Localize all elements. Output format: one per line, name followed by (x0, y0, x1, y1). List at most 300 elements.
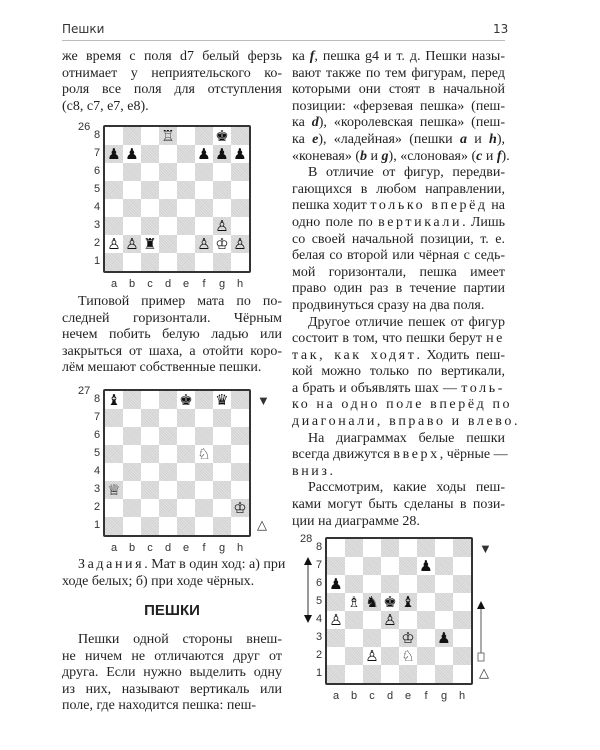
text-run: состоит в том, что пешки берут (292, 331, 487, 347)
black-pawn-icon: ♟ (125, 144, 139, 163)
square-g3 (213, 481, 231, 499)
white-to-move-marker-icon: △ (257, 517, 267, 532)
square-e2 (177, 499, 195, 517)
text-line (292, 348, 505, 365)
text-run: ), (496, 131, 505, 147)
rank-label: 2 (315, 649, 323, 661)
paragraph (292, 480, 505, 530)
file-label: d (164, 542, 172, 554)
square-c4 (363, 611, 381, 629)
square-b2 (123, 499, 141, 517)
square-c2 (141, 235, 159, 253)
text-line (62, 649, 282, 666)
square-f5 (417, 593, 435, 611)
rank-label: 2 (93, 501, 101, 513)
square-d7 (159, 145, 177, 163)
text-run: поле, где находится пешка: пеш- (62, 698, 257, 714)
square-h6 (231, 163, 249, 181)
square-f2 (417, 647, 435, 665)
square-a8 (105, 391, 123, 409)
square-h7 (453, 557, 471, 575)
square-h2 (453, 647, 471, 665)
square-b8 (345, 539, 363, 557)
diagram-number: 28 (300, 533, 313, 545)
square-a1 (105, 253, 123, 271)
square-h2 (231, 235, 249, 253)
rank-label: 3 (93, 483, 101, 495)
white-king-icon: ♔ (233, 498, 247, 517)
square-h3 (231, 217, 249, 235)
square-g7 (435, 557, 453, 575)
text-run: вают также по тем фигурам, перед (292, 65, 505, 81)
square-b4 (123, 463, 141, 481)
square-h7 (231, 409, 249, 427)
square-e3 (399, 629, 417, 647)
square-c3 (363, 629, 381, 647)
white-bishop-icon: ♗ (347, 592, 361, 611)
file-letter-emphasis: f (496, 148, 502, 164)
square-c1 (363, 665, 381, 683)
square-g5 (213, 181, 231, 199)
text-line (62, 344, 282, 361)
square-e6 (177, 427, 195, 445)
white-queen-icon: ♕ (107, 480, 121, 499)
text-run: следней горизонтали. Чёрным (62, 310, 282, 326)
square-e7 (177, 409, 195, 427)
text-run: друга. Если нужно выделить одну (62, 665, 282, 681)
square-c3 (141, 481, 159, 499)
rank-label: 4 (93, 201, 101, 213)
square-c6 (141, 427, 159, 445)
square-b3 (345, 629, 363, 647)
square-e4 (177, 199, 195, 217)
spaced-emphasis: вертикали (378, 214, 463, 230)
pawn-move-arrow-white-icon (475, 601, 487, 665)
paragraph (62, 294, 282, 377)
rank-label: 5 (315, 595, 323, 607)
square-e4 (177, 463, 195, 481)
black-to-move-marker-icon: ▼ (479, 541, 492, 556)
header-rule (62, 40, 505, 41)
chess-board (103, 389, 251, 537)
file-label: c (369, 690, 375, 702)
square-b2 (345, 647, 363, 665)
file-label: a (332, 690, 340, 702)
file-label: h (236, 278, 244, 290)
text-line (62, 99, 282, 116)
text-line (292, 364, 505, 381)
square-g4 (213, 199, 231, 217)
text-line (292, 232, 505, 249)
square-c7 (141, 409, 159, 427)
black-rook-icon: ♜ (143, 234, 157, 253)
black-king-icon: ♚ (179, 390, 193, 409)
text-run: не ничем не отличаются друг от (62, 648, 282, 664)
text-run: ), «королевская пешка» (пеш- (318, 115, 505, 131)
square-a6 (105, 427, 123, 445)
text-run: Другое отличие пешек от фигур (308, 314, 505, 330)
square-c8 (141, 391, 159, 409)
text-run: Типовой пример мата по по- (78, 294, 282, 309)
square-a1 (105, 517, 123, 535)
text-line (292, 464, 505, 481)
square-f4 (417, 611, 435, 629)
square-e5 (177, 445, 195, 463)
black-pawn-icon: ♟ (419, 556, 433, 575)
text-run: «коневая» ( (292, 148, 361, 164)
text-line (62, 360, 282, 377)
white-king-icon: ♔ (401, 628, 415, 647)
square-c2 (141, 499, 159, 517)
square-a5 (105, 181, 123, 199)
square-f7 (417, 557, 435, 575)
square-h7 (231, 145, 249, 163)
square-e6 (399, 575, 417, 593)
text-line (292, 381, 505, 398)
file-letter-emphasis: f (309, 49, 315, 64)
square-a8 (327, 539, 345, 557)
text-line (292, 66, 505, 83)
text-run: пешка ходит (292, 198, 371, 214)
file-label: d (164, 278, 172, 290)
black-pawn-icon: ♟ (233, 144, 247, 163)
square-f3 (417, 629, 435, 647)
square-c8 (363, 539, 381, 557)
square-d7 (381, 557, 399, 575)
square-d2 (159, 235, 177, 253)
rank-label: 1 (315, 667, 323, 679)
square-e7 (177, 145, 195, 163)
text-line (292, 215, 505, 232)
square-c5 (141, 181, 159, 199)
square-f1 (195, 517, 213, 535)
square-e5 (177, 181, 195, 199)
paragraph (62, 49, 282, 115)
text-line (292, 298, 505, 315)
file-label: f (424, 690, 428, 702)
square-g3 (213, 217, 231, 235)
black-bishop-icon: ♝ (107, 390, 121, 409)
file-label: b (350, 690, 358, 702)
black-to-move-marker-icon: ▼ (257, 393, 270, 408)
text-run: . (514, 414, 518, 430)
black-queen-icon: ♛ (215, 390, 229, 409)
rank-label: 7 (93, 411, 101, 423)
rank-label: 5 (93, 447, 101, 459)
file-label: e (182, 542, 190, 554)
square-b3 (123, 217, 141, 235)
square-e1 (177, 517, 195, 535)
text-line (62, 682, 282, 699)
square-b8 (123, 391, 141, 409)
square-g6 (213, 427, 231, 445)
rank-label: 2 (93, 237, 101, 249)
text-line (292, 315, 505, 332)
square-e1 (177, 253, 195, 271)
black-pawn-icon: ♟ (437, 628, 451, 647)
black-bishop-icon: ♝ (401, 592, 415, 611)
white-pawn-icon: ♙ (233, 234, 247, 253)
square-e5 (399, 593, 417, 611)
black-pawn-icon: ♟ (107, 144, 121, 163)
square-c5 (363, 593, 381, 611)
text-run: ходе белых; б) при ходе чёрных. (62, 573, 255, 589)
square-h8 (231, 391, 249, 409)
rank-label: 3 (315, 631, 323, 643)
file-label: f (202, 542, 206, 554)
white-knight-icon: ♘ (197, 444, 211, 463)
page-number: 13 (493, 22, 509, 36)
square-g8 (213, 391, 231, 409)
square-b4 (345, 611, 363, 629)
file-label: g (440, 690, 448, 702)
square-g7 (213, 409, 231, 427)
text-line (292, 397, 513, 414)
text-run: и (466, 131, 490, 147)
chess-board (103, 125, 251, 273)
text-run: . Лишь (462, 214, 505, 230)
rank-label: 6 (93, 165, 101, 177)
square-d6 (159, 427, 177, 445)
file-label: b (128, 278, 136, 290)
square-a4 (105, 199, 123, 217)
rank-label: 8 (93, 129, 101, 141)
rank-label: 4 (315, 613, 323, 625)
square-c5 (141, 445, 159, 463)
square-a8 (105, 127, 123, 145)
square-g5 (213, 445, 231, 463)
file-label: a (110, 542, 118, 554)
square-h4 (453, 611, 471, 629)
rank-label: 7 (93, 147, 101, 159)
spaced-emphasis: ко на одно поле вперёд по (292, 397, 513, 413)
square-h1 (231, 517, 249, 535)
square-g7 (213, 145, 231, 163)
square-c2 (363, 647, 381, 665)
white-pawn-icon: ♙ (125, 234, 139, 253)
square-b7 (123, 409, 141, 427)
text-run: ками могут быть сделаны в пози- (292, 497, 505, 513)
square-f1 (417, 665, 435, 683)
square-h1 (231, 253, 249, 271)
square-f8 (195, 127, 213, 145)
square-f8 (195, 391, 213, 409)
square-b6 (345, 575, 363, 593)
white-pawn-icon: ♙ (107, 234, 121, 253)
text-line (292, 265, 505, 282)
text-line (292, 431, 505, 448)
square-d5 (159, 181, 177, 199)
text-run: право один раз в течение партии (292, 281, 505, 297)
square-e6 (177, 163, 195, 181)
file-label: a (110, 278, 118, 290)
rank-label: 1 (93, 519, 101, 531)
white-rook-icon: ♖ (161, 126, 175, 145)
square-g6 (435, 575, 453, 593)
square-f1 (195, 253, 213, 271)
square-c4 (141, 463, 159, 481)
spaced-emphasis: толь- (461, 380, 505, 396)
square-b1 (345, 665, 363, 683)
text-run: ). (501, 148, 510, 164)
rank-label: 7 (315, 559, 323, 571)
square-a4 (105, 463, 123, 481)
text-run: Рассмотрим, какие ходы пеш- (308, 480, 505, 496)
square-d8 (159, 391, 177, 409)
black-pawn-icon: ♟ (215, 144, 229, 163)
text-line (292, 447, 508, 464)
text-line (292, 198, 505, 215)
square-f6 (195, 427, 213, 445)
square-f2 (195, 235, 213, 253)
file-letter-emphasis: b (360, 148, 368, 164)
white-king-icon: ♔ (215, 234, 229, 253)
text-line (292, 331, 505, 348)
file-label: e (404, 690, 412, 702)
square-d6 (159, 163, 177, 181)
square-h5 (231, 181, 249, 199)
square-f3 (195, 481, 213, 499)
square-f6 (195, 163, 213, 181)
square-g2 (213, 499, 231, 517)
square-g8 (213, 127, 231, 145)
square-b7 (345, 557, 363, 575)
square-h8 (231, 127, 249, 145)
square-a3 (105, 481, 123, 499)
square-f4 (195, 199, 213, 217)
square-b4 (123, 199, 141, 217)
spaced-emphasis: диагонали, вправо и влево (292, 414, 514, 430)
text-run: позиции: «ферзевая пешка» (пеш- (292, 98, 505, 114)
square-e2 (177, 235, 195, 253)
white-knight-icon: ♘ (401, 646, 415, 665)
text-run: ка (292, 115, 312, 131)
square-d8 (381, 539, 399, 557)
square-b5 (123, 445, 141, 463)
square-a2 (327, 647, 345, 665)
text-run: Пешки одной стороны внеш- (78, 632, 282, 647)
text-run: В отличие от фигур, передви- (308, 165, 505, 181)
black-king-icon: ♚ (215, 126, 229, 145)
square-d7 (159, 409, 177, 427)
white-pawn-icon: ♙ (329, 610, 343, 629)
text-run: продвинуться сразу на два поля. (292, 297, 485, 313)
square-b6 (123, 427, 141, 445)
text-line (292, 182, 505, 199)
text-line (292, 480, 505, 497)
rank-label: 8 (93, 393, 101, 405)
rank-label: 4 (93, 465, 101, 477)
square-d8 (159, 127, 177, 145)
square-g5 (435, 593, 453, 611)
file-label: g (218, 278, 226, 290)
text-line (292, 497, 505, 514)
square-a3 (105, 217, 123, 235)
square-b5 (345, 593, 363, 611)
square-e8 (399, 539, 417, 557)
text-run: отнимает у неприятельского ко- (62, 65, 282, 81)
pawn-move-arrow-black-icon (303, 557, 313, 623)
file-letter-emphasis: g (381, 148, 389, 164)
text-line (62, 294, 282, 311)
square-f7 (195, 409, 213, 427)
square-c7 (363, 557, 381, 575)
square-f5 (195, 445, 213, 463)
square-d1 (159, 517, 177, 535)
square-a6 (105, 163, 123, 181)
text-run: которыми они стоят в начальной (292, 82, 505, 98)
square-g2 (213, 235, 231, 253)
square-c3 (141, 217, 159, 235)
square-c8 (141, 127, 159, 145)
text-run: из них, называют вертикаль или (62, 681, 282, 697)
square-a6 (327, 575, 345, 593)
square-d3 (159, 481, 177, 499)
text-run: , чёрные — (439, 447, 508, 463)
square-h6 (453, 575, 471, 593)
square-a2 (105, 235, 123, 253)
rank-label: 1 (93, 255, 101, 267)
file-label: b (128, 542, 136, 554)
square-b1 (123, 517, 141, 535)
square-h8 (453, 539, 471, 557)
square-e2 (399, 647, 417, 665)
square-h6 (231, 427, 249, 445)
text-run: со своей начальной позиции, т. е. (292, 231, 505, 247)
spaced-emphasis: вверх (393, 447, 440, 463)
paragraph (292, 314, 518, 431)
spaced-emphasis: вниз (292, 463, 330, 479)
square-h4 (231, 199, 249, 217)
text-line (62, 665, 282, 682)
square-e8 (177, 391, 195, 409)
square-a5 (327, 593, 345, 611)
square-c7 (141, 145, 159, 163)
text-run: (c8, c7, e7, e8). (62, 98, 149, 114)
square-c6 (141, 163, 159, 181)
square-g4 (213, 463, 231, 481)
square-a3 (327, 629, 345, 647)
file-label: f (202, 278, 206, 290)
text-line (292, 148, 510, 166)
paragraph (292, 49, 510, 165)
text-run: и (482, 148, 497, 164)
file-label: d (386, 690, 394, 702)
file-letter-emphasis: e (312, 131, 319, 147)
rank-label: 3 (93, 219, 101, 231)
text-line (292, 49, 505, 66)
text-line (292, 115, 505, 132)
paragraph (292, 430, 508, 481)
text-line (292, 414, 518, 431)
text-line (62, 311, 282, 328)
text-run: ка (292, 49, 310, 64)
square-h2 (231, 499, 249, 517)
square-f6 (417, 575, 435, 593)
file-letter-emphasis: a (459, 131, 467, 147)
spaced-emphasis: так, как ходят (292, 347, 417, 363)
text-run: ), «ладейная» (пешки (318, 131, 460, 147)
square-h1 (453, 665, 471, 683)
file-label: g (218, 542, 226, 554)
black-king-icon: ♚ (383, 592, 397, 611)
rank-label: 8 (315, 541, 323, 553)
text-line (292, 132, 505, 149)
square-f3 (195, 217, 213, 235)
square-c4 (141, 199, 159, 217)
square-b2 (123, 235, 141, 253)
white-pawn-icon: ♙ (197, 234, 211, 253)
